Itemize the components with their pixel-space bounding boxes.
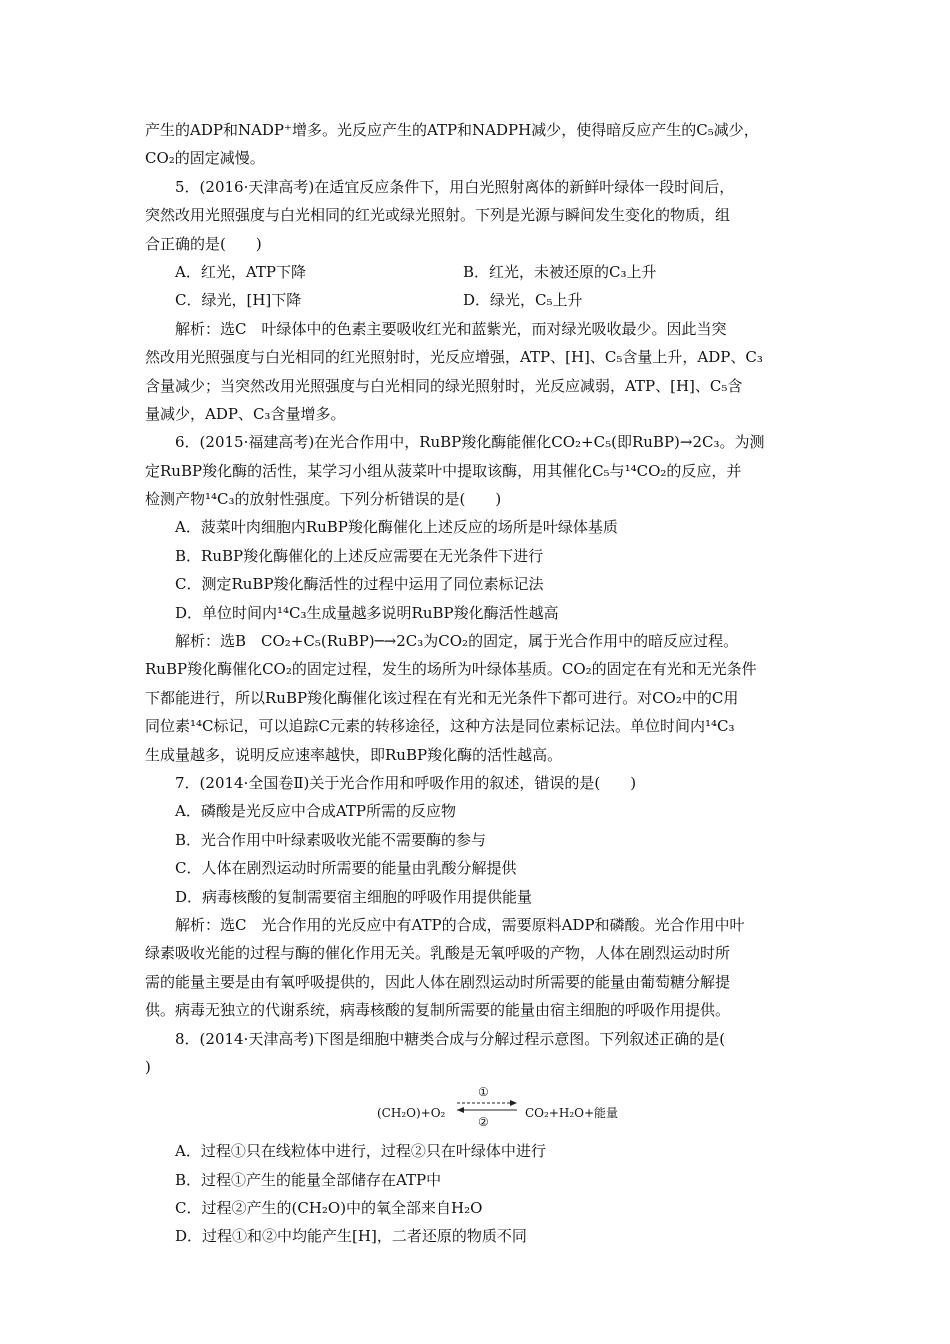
option-item: C．绿光，[H]下降	[175, 291, 302, 310]
text-line: B．过程①产生的能量全部储存在ATP中	[175, 1170, 442, 1189]
text-line: 解析：选B CO₂+C₅(RuBP)─→2C₃为CO₂的固定，属于光合作用中的暗反应过程。	[175, 632, 739, 651]
process-1-label: ①	[478, 1085, 489, 1100]
text-line: 生成量越多，说明反应速率越快，即RuBP羧化酶的活性越高。	[145, 745, 563, 764]
text-line: C．过程②产生的(CH₂O)中的氧全部来自H₂O	[175, 1199, 483, 1218]
double-arrow-icon	[455, 1097, 519, 1117]
reaction-diagram	[145, 1085, 825, 1131]
text-line: A．磷酸是光反应中合成ATP所需的反应物	[175, 802, 456, 821]
text-line: 供。病毒无独立的代谢系统，病毒核酸的复制所需要的能量由宿主细胞的呼吸作用提供。	[145, 1001, 731, 1020]
text-line: 突然改用光照强度与白光相同的红光或绿光照射。下列是光源与瞬间发生变化的物质，组	[145, 206, 731, 225]
question-5-stem	[145, 116, 825, 258]
process-2-label: ②	[478, 1115, 489, 1130]
option-row	[145, 286, 825, 314]
text-line: D．单位时间内¹⁴C₃生成量越多说明RuBP羧化酶活性越高	[175, 603, 559, 622]
option-item: D．绿光，C₅上升	[463, 291, 583, 310]
text-line: B．RuBP羧化酶催化的上述反应需要在无光条件下进行	[175, 546, 544, 565]
text-line: A．过程①只在线粒体中进行，过程②只在叶绿体中进行	[175, 1142, 546, 1161]
option-row	[145, 258, 825, 286]
answers-and-questions-6-8	[145, 315, 825, 1082]
text-line: 下都能进行，所以RuBP羧化酶催化该过程在有光和无光条件下都可进行。对CO₂中的C用	[145, 688, 739, 707]
text-line: B．光合作用中叶绿素吸收光能不需要酶的参与	[175, 830, 487, 849]
option-item: A．红光，ATP下降	[175, 262, 306, 281]
text-line: 含量减少；当突然改用光照强度与白光相同的绿光照射时，光反应减弱，ATP、[H]、C₅含	[145, 376, 743, 395]
text-line: RuBP羧化酶催化CO₂的固定过程，发生的场所为叶绿体基质。CO₂的固定在有光和无光条件	[145, 660, 757, 679]
text-line: C．测定RuBP羧化酶活性的过程中运用了同位素标记法	[175, 575, 544, 594]
text-line: 然改用光照强度与白光相同的红光照射时，光反应增强，ATP、[H]、C₅含量上升，ADP、C₃	[145, 348, 763, 367]
text-line: D．病毒核酸的复制需要宿主细胞的呼吸作用提供能量	[175, 887, 533, 906]
text-line: 需的能量主要是由有氧呼吸提供的，因此人体在剧烈运动时所需要的能量由葡萄糖分解提	[145, 972, 731, 991]
text-line: )	[145, 1057, 151, 1076]
diagram-products: CO₂+H₂O+能量	[525, 1106, 619, 1121]
document-page	[145, 116, 825, 1251]
text-line: CO₂的固定减慢。	[145, 149, 265, 168]
text-line: D．过程①和②中均能产生[H]，二者还原的物质不同	[175, 1227, 527, 1246]
text-line: 同位素¹⁴C标记，可以追踪C元素的转移途径，这种方法是同位素标记法。单位时间内¹⁴C₃	[145, 717, 735, 736]
text-line: 量减少，ADP、C₃含量增多。	[145, 404, 346, 423]
text-line: 5．(2016·天津高考)在适宜反应条件下，用白光照射离体的新鲜叶绿体一段时间后，	[175, 177, 735, 196]
text-line: 合正确的是( )	[145, 234, 262, 253]
text-line: 解析：选C 叶绿体中的色素主要吸收红光和蓝紫光，而对绿光吸收最少。因此当突	[175, 319, 727, 338]
text-line: 定RuBP羧化酶的活性，某学习小组从菠菜叶中提取该酶，用其催化C₅与¹⁴CO₂的反应，并	[145, 461, 742, 480]
text-line: 绿素吸收光能的过程与酶的催化作用无关。乳酸是无氧呼吸的产物，人体在剧烈运动时所	[145, 944, 731, 963]
text-line: 产生的ADP和NADP⁺增多。光反应产生的ATP和NADPH减少，使得暗反应产生的C₅减少，	[145, 121, 759, 139]
text-line: 解析：选C 光合作用的光反应中有ATP的合成，需要原料ADP和磷酸。光合作用中叶	[175, 915, 745, 934]
option-item: B．红光，未被还原的C₃上升	[463, 262, 657, 281]
text-line: A．菠菜叶肉细胞内RuBP羧化酶催化上述反应的场所是叶绿体基质	[175, 518, 618, 537]
text-line: 8．(2014·天津高考)下图是细胞中糖类合成与分解过程示意图。下列叙述正确的是(	[175, 1029, 726, 1048]
text-line: 7．(2014·全国卷Ⅱ)关于光合作用和呼吸作用的叙述，错误的是( )	[175, 773, 637, 792]
question-5-options	[145, 258, 825, 315]
text-line: 检测产物¹⁴C₃的放射性强度。下列分析错误的是( )	[145, 490, 502, 509]
text-line: C．人体在剧烈运动时所需要的能量由乳酸分解提供	[175, 859, 517, 878]
text-line: 6．(2015·福建高考)在光合作用中，RuBP羧化酶能催化CO₂+C₅(即RuBP)→2C₃。为测	[175, 433, 765, 452]
question-8-options	[145, 1137, 825, 1251]
diagram-reactants: (CH₂O)+O₂	[377, 1106, 446, 1121]
